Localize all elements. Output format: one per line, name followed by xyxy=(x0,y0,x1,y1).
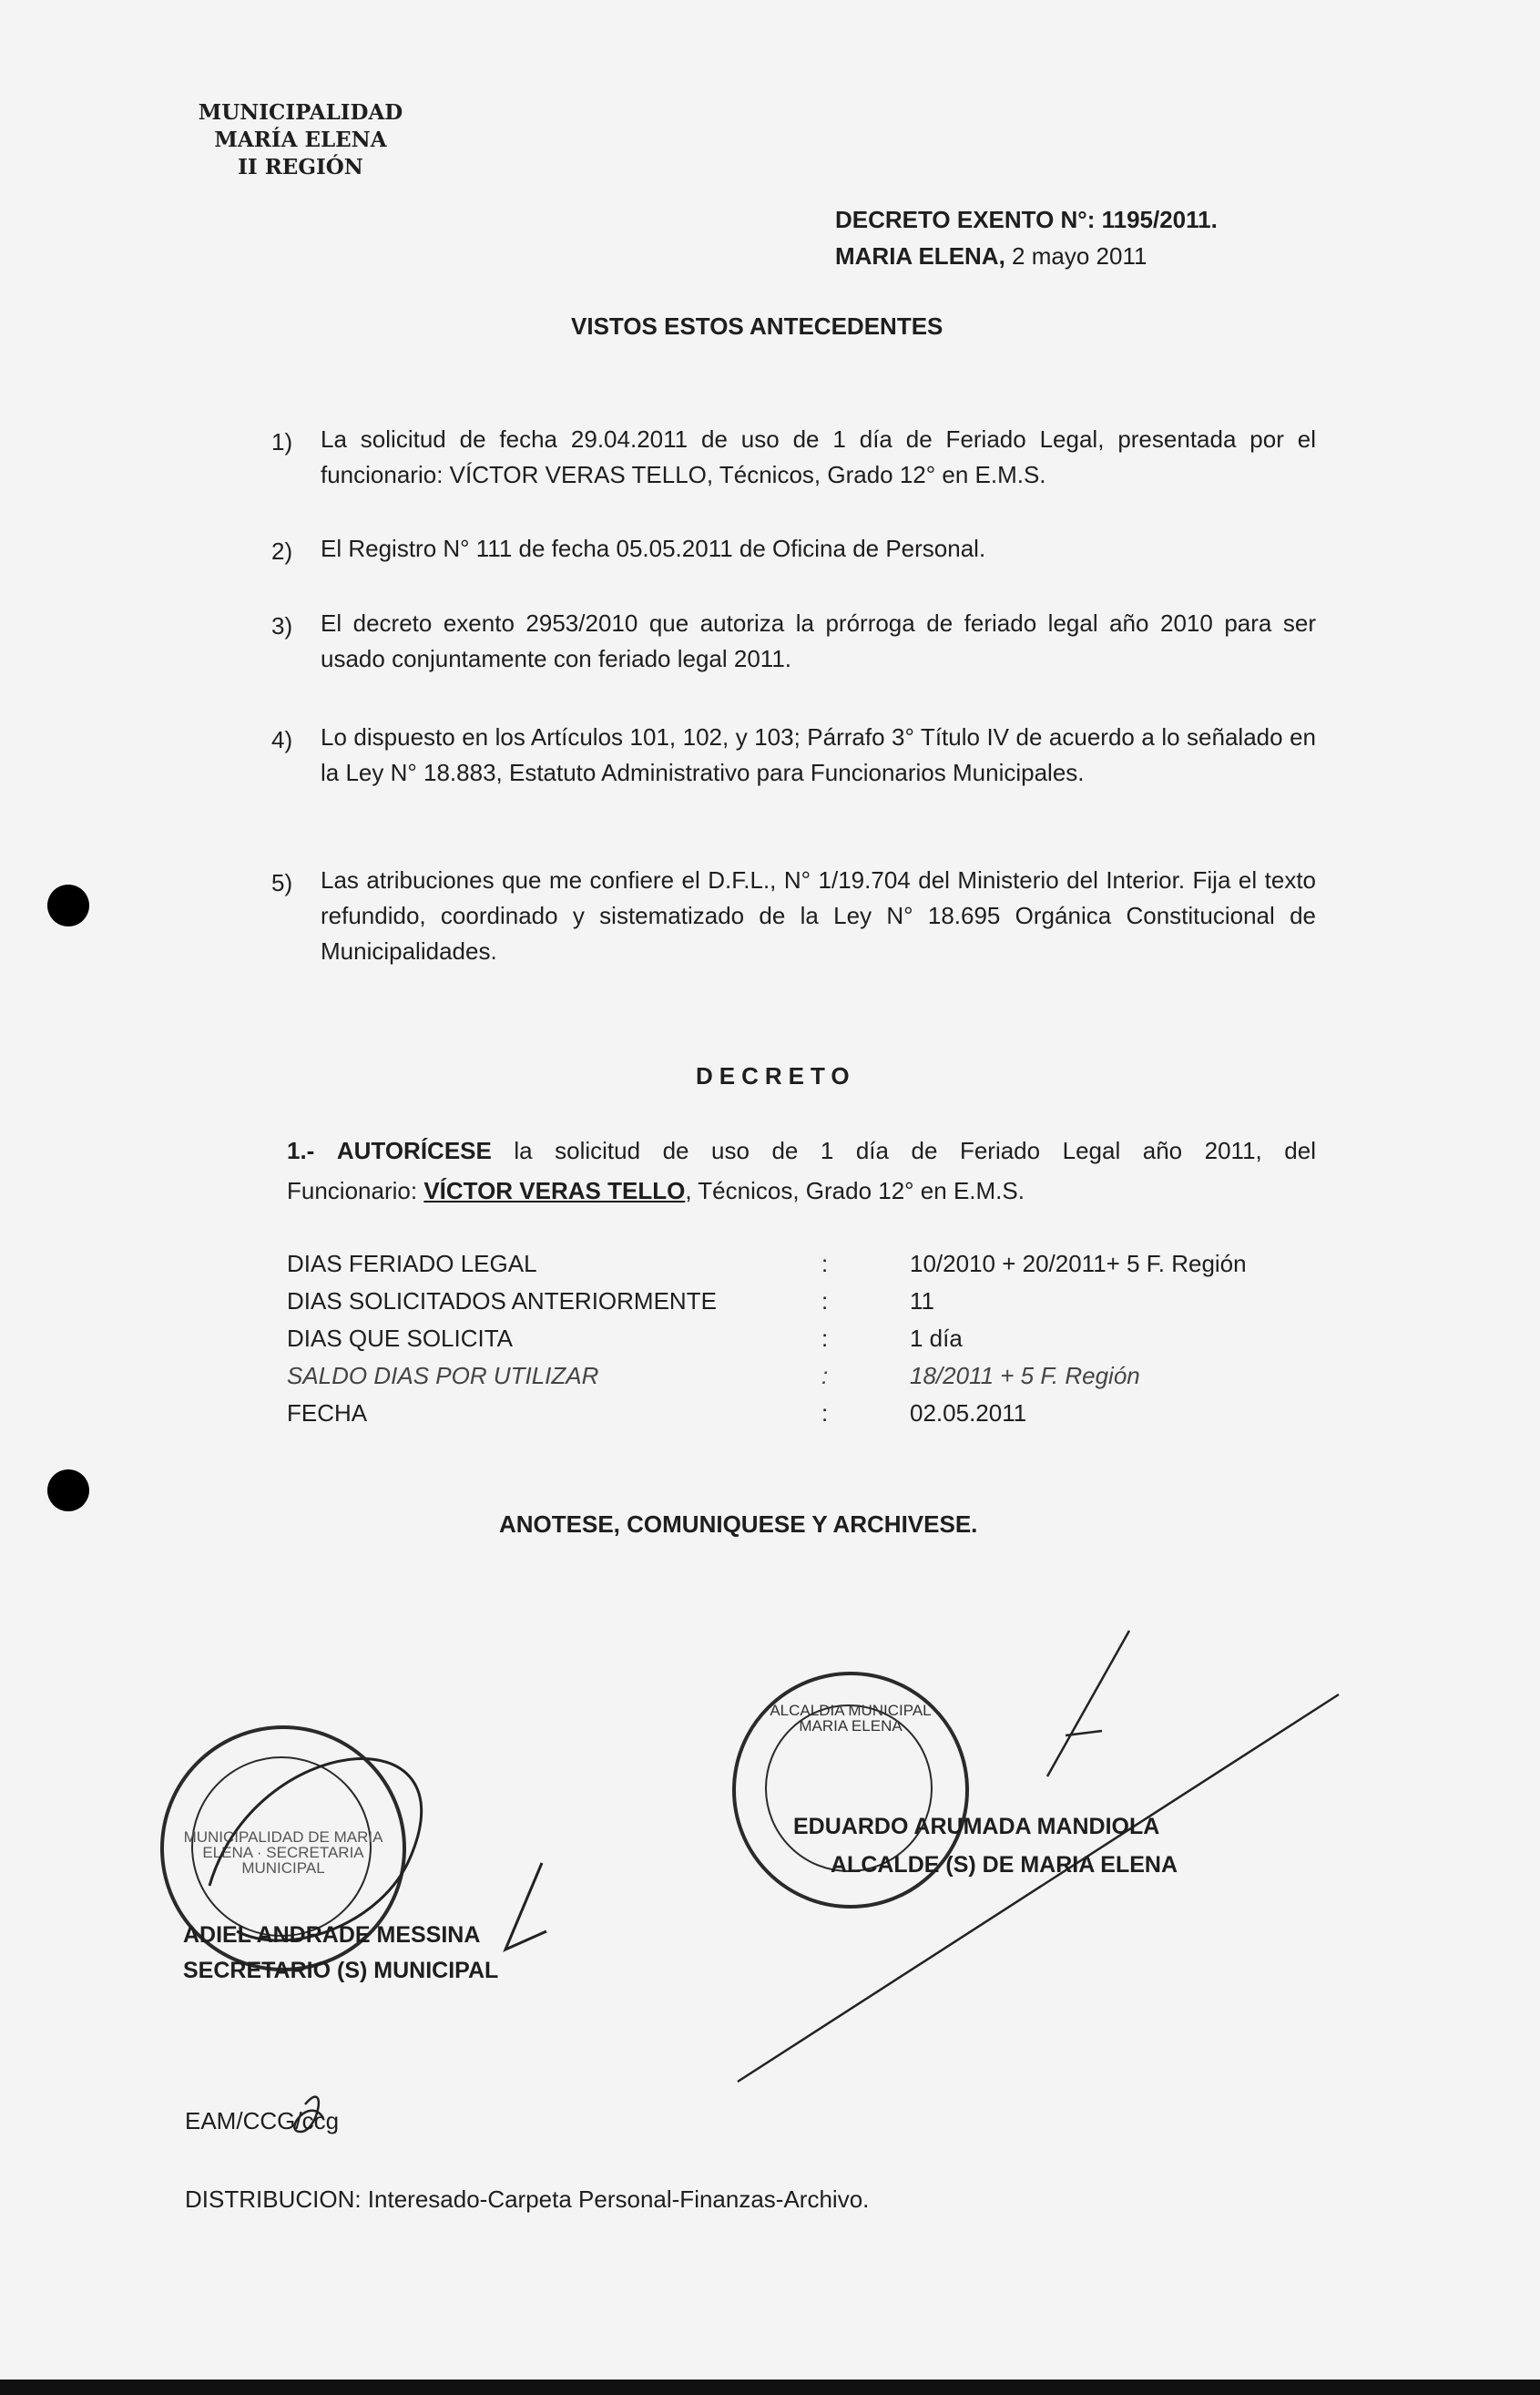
antecedent-item: Lo dispuesto en los Artículos 101, 102, y 103; Párrafo 3° Título IV de acuerdo a lo señalado en la Ley N° 18.883, Estatuto Administrativo para Funcionarios Municipales. xyxy=(321,723,1316,786)
detail-label: DIAS SOLICITADOS ANTERIORMENTE xyxy=(287,1287,717,1315)
employee-name: VÍCTOR VERAS TELLO xyxy=(423,1177,686,1204)
decree-number: DECRETO EXENTO N°: 1195/2011. xyxy=(835,206,1218,233)
resolution-verb: AUTORÍCESE xyxy=(336,1137,492,1164)
detail-label: DIAS FERIADO LEGAL xyxy=(287,1250,537,1277)
detail-sep: : xyxy=(821,1399,829,1427)
detail-label: DIAS QUE SOLICITA xyxy=(287,1325,514,1352)
detail-label: FECHA xyxy=(287,1399,368,1427)
mayor-name: EDUARDO ARUMADA MANDIOLA xyxy=(793,1814,1160,1839)
detail-value: 10/2010 + 20/2011+ 5 F. Región xyxy=(910,1250,1247,1277)
item-number: 5) xyxy=(271,869,293,896)
detail-value: 02.05.2011 xyxy=(910,1399,1027,1427)
seal-text: ALCALDIA MUNICIPAL MARIA ELENA xyxy=(770,1702,932,1735)
resolution-text: Funcionario: xyxy=(287,1177,418,1204)
initials: EAM/CCG/ccg xyxy=(185,2107,340,2134)
resolution-text: , Técnicos, Grado 12° en E.M.S. xyxy=(685,1177,1025,1204)
antecedent-item: La solicitud de fecha 29.04.2011 de uso de 1 día de Feriado Legal, presentada por el funcionario: VÍCTOR VERAS TELLO, Técnicos, Grado 12° en E.M.S. xyxy=(321,425,1316,488)
date: 2 mayo 2011 xyxy=(1012,242,1147,270)
mayor-title: ALCALDE (S) DE MARIA ELENA xyxy=(831,1852,1178,1878)
scan-edge xyxy=(0,2380,1540,2395)
distribution: DISTRIBUCION: Interesado-Carpeta Personal-Finanzas-Archivo. xyxy=(185,2185,870,2213)
antecedent-item: El Registro N° 111 de fecha 05.05.2011 de Oficina de Personal. xyxy=(321,535,986,562)
municipality-region: II REGIÓN xyxy=(238,155,363,179)
item-number: 4) xyxy=(271,726,293,753)
item-number: 1) xyxy=(271,428,293,455)
punch-hole xyxy=(47,1469,89,1511)
detail-sep: : xyxy=(821,1250,829,1277)
detail-value: 1 día xyxy=(910,1325,963,1352)
secretary-name: ADIEL ANDRADE MESSINA xyxy=(183,1922,481,1948)
decreto-heading: DECRETO xyxy=(696,1062,856,1090)
vistos-heading: VISTOS ESTOS ANTECEDENTES xyxy=(571,312,943,340)
antecedent-item: Las atribuciones que me confiere el D.F.L., N° 1/19.704 del Ministerio del Interior. Fija el texto refundido, coordinado y sistematizado de la Ley N° 18.695 Orgánica Constitucional de Municipalidades. xyxy=(321,866,1316,965)
detail-value: 18/2011 + 5 F. Región xyxy=(910,1362,1140,1389)
antecedent-item: El decreto exento 2953/2010 que autoriza la prórroga de feriado legal año 2010 para ser usado conjuntamente con feriado legal 2011. xyxy=(321,609,1316,672)
detail-value: 11 xyxy=(910,1287,934,1315)
resolution-prefix: 1.- xyxy=(287,1137,315,1164)
item-number: 2) xyxy=(271,537,293,565)
secretary-title: SECRETARIO (S) MUNICIPAL xyxy=(183,1958,499,1983)
item-number: 3) xyxy=(271,612,293,640)
punch-hole xyxy=(47,885,89,926)
detail-sep: : xyxy=(821,1287,829,1315)
municipality-name: MUNICIPALIDAD xyxy=(198,100,403,125)
seal-text: MUNICIPALIDAD DE MARIA ELENA · SECRETARIA MUNICIPAL xyxy=(183,1828,383,1877)
detail-label: SALDO DIAS POR UTILIZAR xyxy=(287,1362,599,1389)
detail-sep: : xyxy=(821,1362,829,1389)
place: MARIA ELENA, xyxy=(835,242,1005,270)
municipality-city: MARÍA ELENA xyxy=(214,128,387,152)
detail-sep: : xyxy=(821,1325,829,1352)
closing-formula: ANOTESE, COMUNIQUESE Y ARCHIVESE. xyxy=(499,1510,978,1538)
resolution-text: la solicitud de uso de 1 día de Feriado Legal año 2011, del xyxy=(514,1137,1316,1164)
